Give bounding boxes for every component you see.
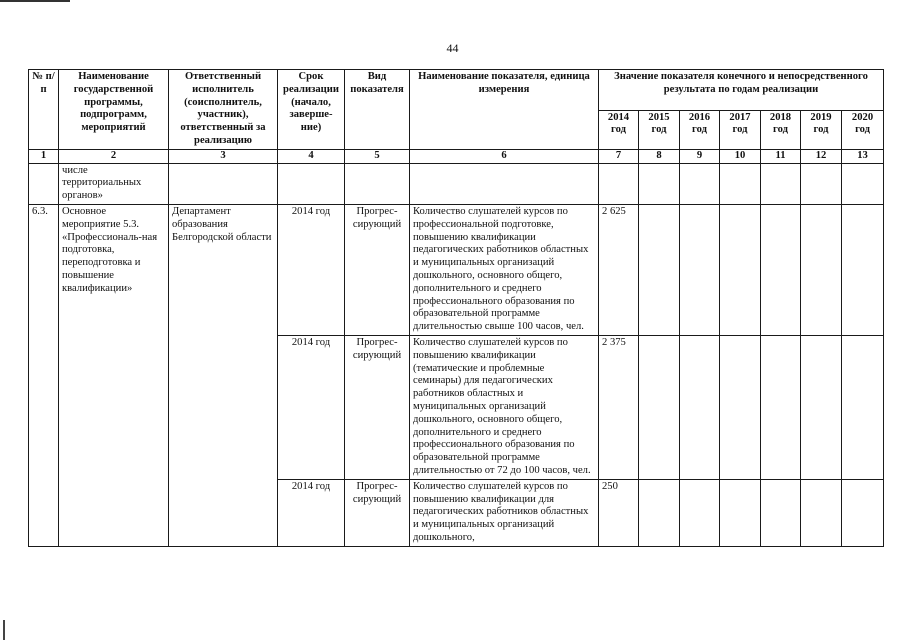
cell-value xyxy=(801,163,842,204)
cell-no-6-3: 6.3. xyxy=(29,204,59,546)
scan-edge-mark xyxy=(0,0,70,2)
cell-value-2017 xyxy=(720,335,761,479)
cell-name-continued: числе территориальных органов» xyxy=(59,163,169,204)
column-number: 2 xyxy=(59,149,169,163)
cell-indicator: Количество слушателей курсов по повышению квалификации для педагогических работников областных и муниципальных организаций дошкольного, xyxy=(410,479,599,546)
column-number: 1 xyxy=(29,149,59,163)
cell-value-2020 xyxy=(842,204,884,335)
cell-value-2015 xyxy=(639,335,680,479)
cell-value xyxy=(599,163,639,204)
cell-term: 2014 год xyxy=(278,335,345,479)
cell-type xyxy=(345,163,410,204)
column-number: 4 xyxy=(278,149,345,163)
cell-value xyxy=(761,163,801,204)
cell-value-2019 xyxy=(801,335,842,479)
header-term: Срок реализации (начало, заверше-ние) xyxy=(278,70,345,150)
cell-executor xyxy=(169,163,278,204)
header-row-1 xyxy=(29,70,884,111)
cell-term xyxy=(278,163,345,204)
header-indicator: Наименование показателя, единица измерения xyxy=(410,70,599,150)
cell-value-2018 xyxy=(761,479,801,546)
cell-type: Прогрес-сирующий xyxy=(345,479,410,546)
cell-value-2018 xyxy=(761,204,801,335)
header-executor: Ответственный исполнитель (соисполнитель, участник), ответственный за реализацию xyxy=(169,70,278,150)
indicators-table xyxy=(28,69,884,547)
cell-no xyxy=(29,163,59,204)
column-number: 12 xyxy=(801,149,842,163)
scan-edge-mark-bottom xyxy=(3,620,5,640)
header-year-2020: 2020 год xyxy=(842,111,884,150)
cell-term: 2014 год xyxy=(278,204,345,335)
column-number: 3 xyxy=(169,149,278,163)
cell-indicator xyxy=(410,163,599,204)
header-year-2017: 2017 год xyxy=(720,111,761,150)
cell-value-2014: 2 375 xyxy=(599,335,639,479)
column-number: 9 xyxy=(680,149,720,163)
column-number: 8 xyxy=(639,149,680,163)
table-row-6-3-indicator-1 xyxy=(29,204,884,335)
header-year-2016: 2016 год xyxy=(680,111,720,150)
cell-type: Прогрес-сирующий xyxy=(345,204,410,335)
header-no: № п/п xyxy=(29,70,59,150)
cell-value xyxy=(842,163,884,204)
column-number: 10 xyxy=(720,149,761,163)
column-number: 11 xyxy=(761,149,801,163)
cell-value-2019 xyxy=(801,204,842,335)
cell-indicator: Количество слушателей курсов по профессиональной подготовке, повышению квалификации педагогических работников областных и муниципальных организаций дошкольного, основного общего, дополнительного и среднего профессионального образования по образовательной программе длительностью свыше 100 часов, чел. xyxy=(410,204,599,335)
column-number: 6 xyxy=(410,149,599,163)
cell-executor: Департамент образования Белгородской области xyxy=(169,204,278,546)
cell-value-2017 xyxy=(720,204,761,335)
header-year-2015: 2015 год xyxy=(639,111,680,150)
cell-activity-name: Основное мероприятие 5.3. «Профессиональ-ная подготовка, переподготовка и повышение квалификации» xyxy=(59,204,169,546)
header-year-2019: 2019 год xyxy=(801,111,842,150)
page-number: 44 xyxy=(446,41,459,55)
cell-value-2020 xyxy=(842,335,884,479)
table-row-continued xyxy=(29,163,884,204)
cell-value-2016 xyxy=(680,479,720,546)
cell-value-2018 xyxy=(761,335,801,479)
header-year-2014: 2014 год xyxy=(599,111,639,150)
cell-value-2016 xyxy=(680,335,720,479)
cell-value-2019 xyxy=(801,479,842,546)
cell-type: Прогрес-сирующий xyxy=(345,335,410,479)
cell-value-2015 xyxy=(639,204,680,335)
cell-value xyxy=(639,163,680,204)
column-number: 13 xyxy=(842,149,884,163)
header-type: Вид показателя xyxy=(345,70,410,150)
column-number-row xyxy=(29,149,884,163)
cell-term: 2014 год xyxy=(278,479,345,546)
column-number: 7 xyxy=(599,149,639,163)
cell-value-2014: 2 625 xyxy=(599,204,639,335)
cell-value xyxy=(680,163,720,204)
cell-value xyxy=(720,163,761,204)
header-year-2018: 2018 год xyxy=(761,111,801,150)
cell-indicator: Количество слушателей курсов по повышению квалификации (тематические и проблемные семинары) для педагогических работников областных и муниципальных организаций дошкольного, основного общего, дополнительного и среднего профессионального образования по образовательной программе длительностью от 72 до 100 часов, чел. xyxy=(410,335,599,479)
cell-value-2017 xyxy=(720,479,761,546)
cell-value-2015 xyxy=(639,479,680,546)
cell-value-2014: 250 xyxy=(599,479,639,546)
cell-value-2020 xyxy=(842,479,884,546)
column-number: 5 xyxy=(345,149,410,163)
header-values-group: Значение показателя конечного и непосредственного результата по годам реализации xyxy=(599,70,884,111)
cell-value-2016 xyxy=(680,204,720,335)
header-name: Наименование государственной программы, подпрограмм, мероприятий xyxy=(59,70,169,150)
